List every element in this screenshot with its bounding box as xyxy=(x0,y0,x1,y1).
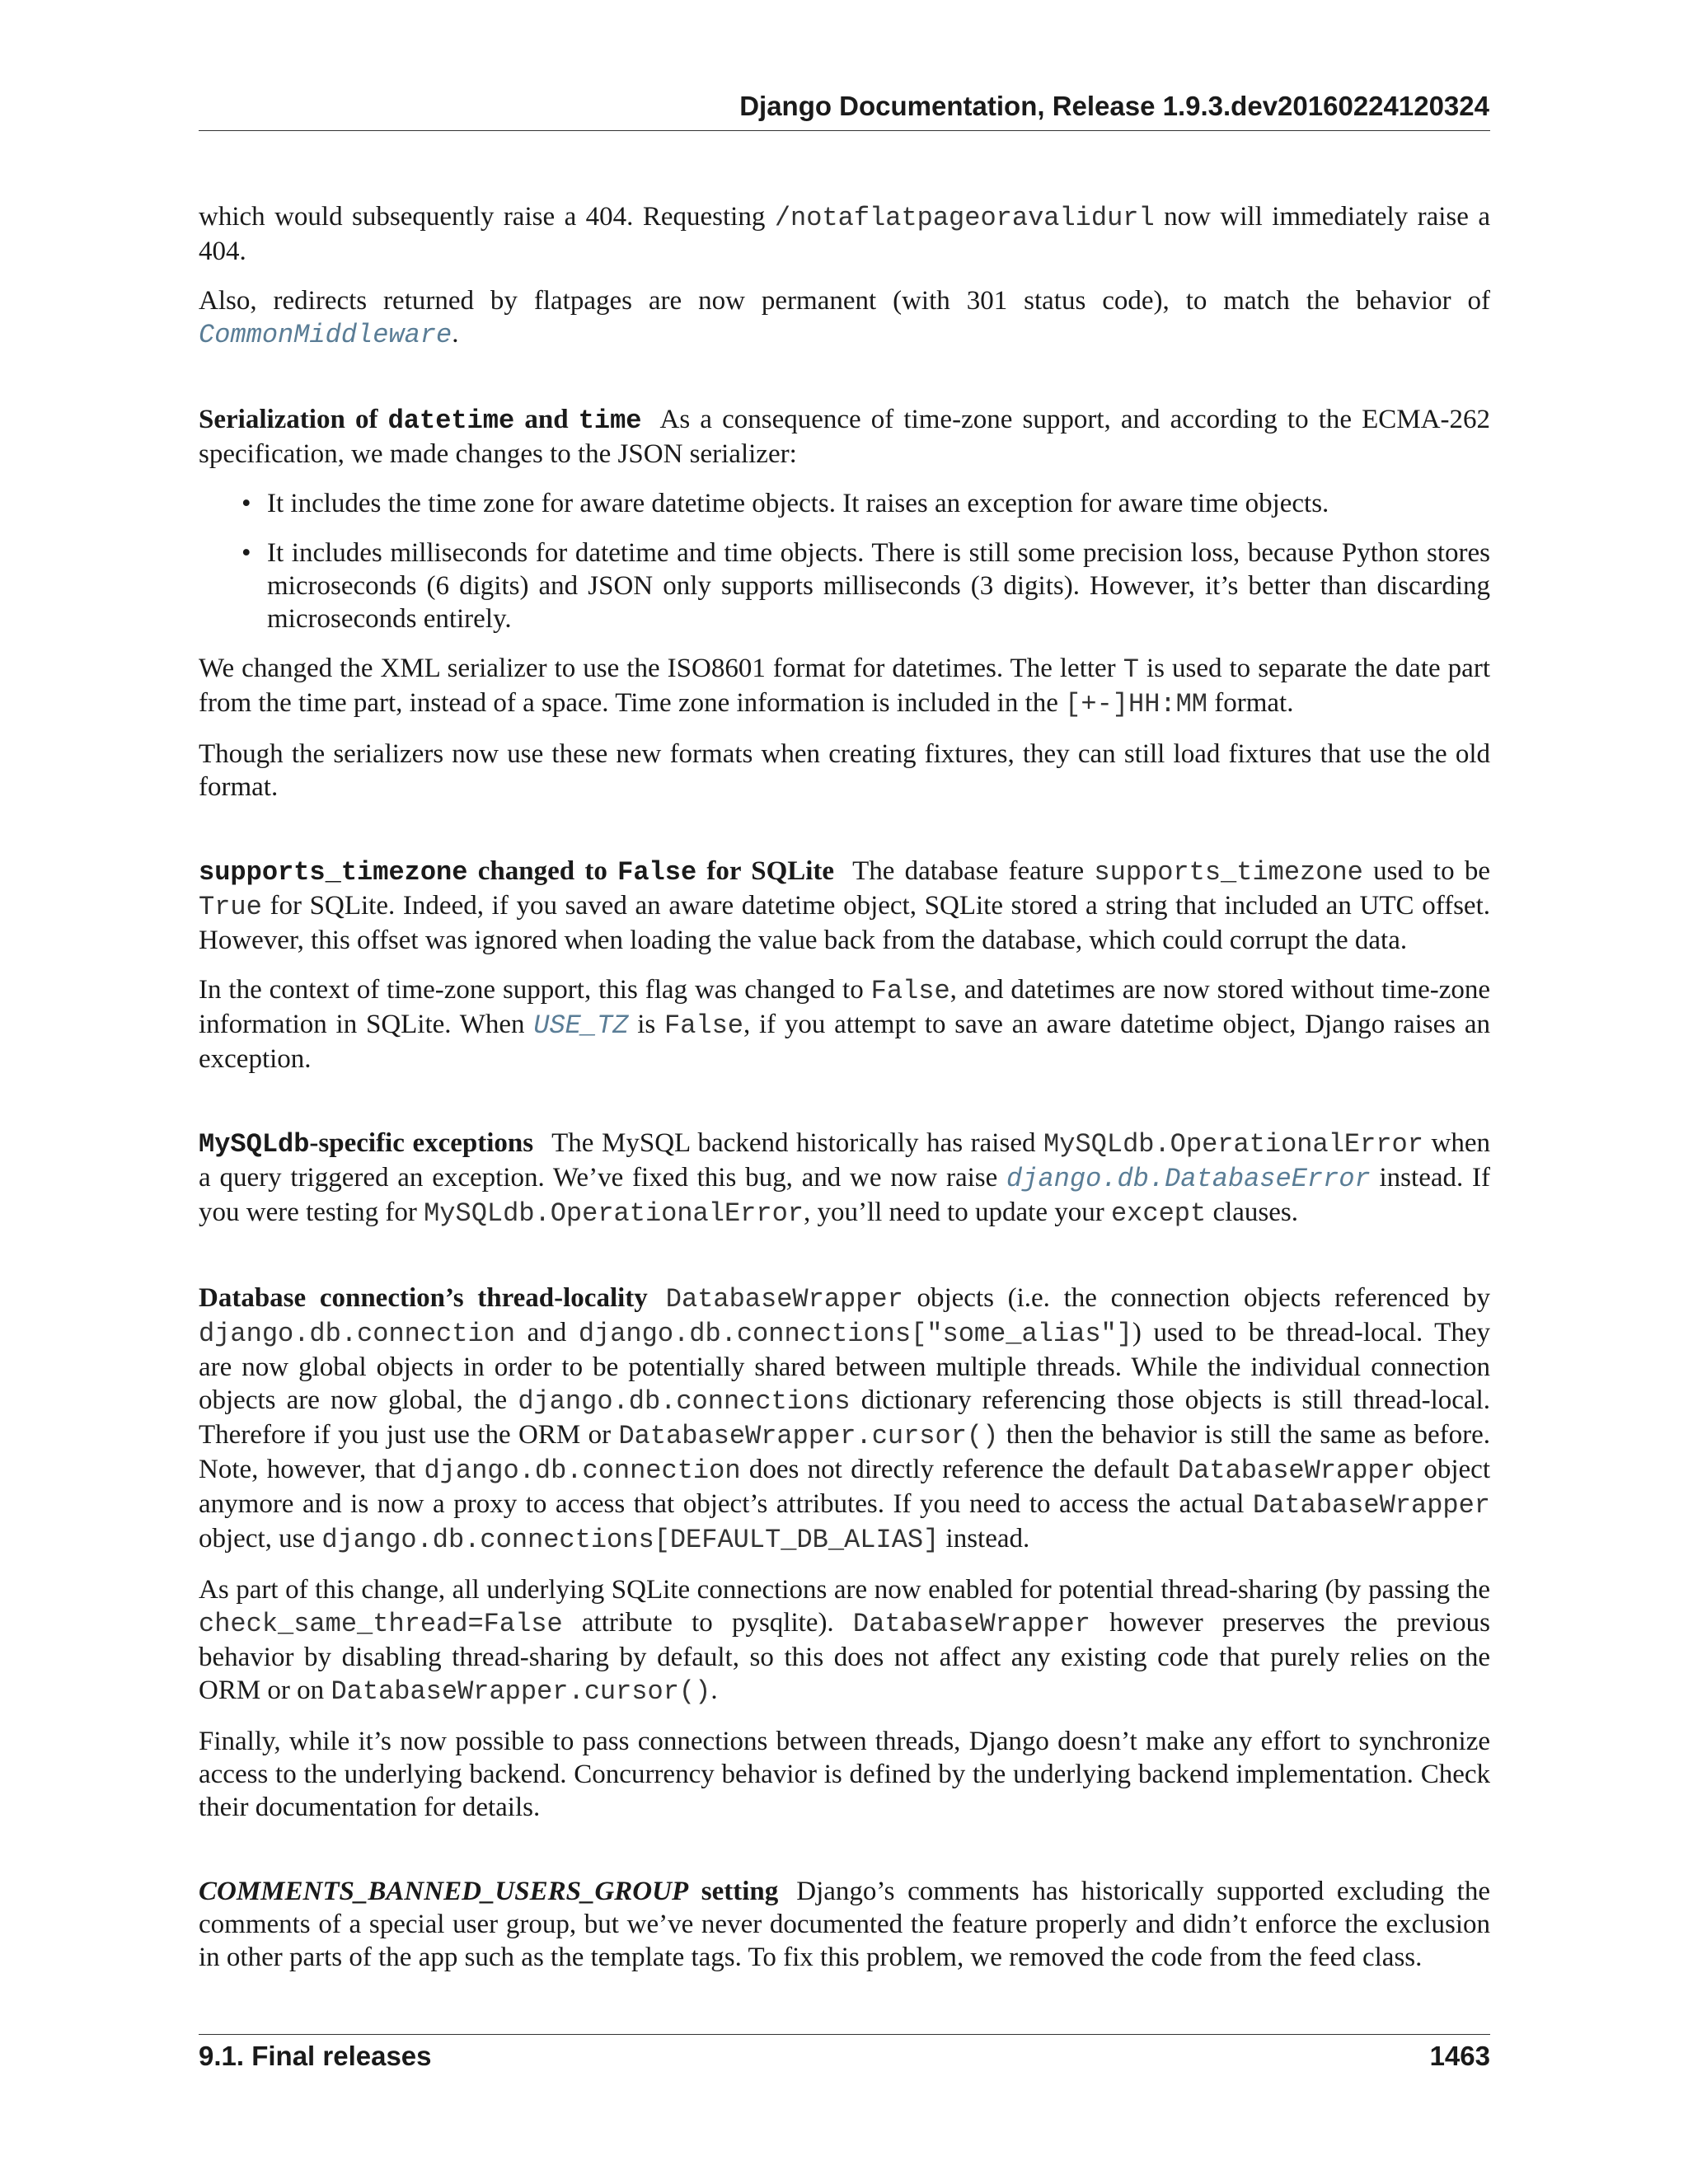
paragraph-fixtures: Though the serializers now use these new formats when creating fixtures, they can still load fixtures that use the old format. xyxy=(199,739,1490,802)
inline-code: True xyxy=(199,892,262,922)
running-footer xyxy=(199,2041,1490,2072)
inline-code: except xyxy=(1110,1198,1207,1229)
inline-code: check_same_thread=False xyxy=(199,1609,563,1639)
page-number: 1463 xyxy=(1429,2041,1490,2071)
paragraph-concurrency: Finally, while it’s now possible to pass connections between threads, Django doesn’t make any effort to synchronize access to the underlying backend. Concurrency behavior is defined by the underlying backend implementation. Check their documentation for details. xyxy=(199,1727,1490,1822)
inline-code: False xyxy=(663,1010,743,1041)
paragraph-flatpages-404: which would subsequently raise a 404. Requesting /notaflatpageoravalidurl now will immediately raise a 404. xyxy=(199,202,1491,266)
inline-code: DatabaseWrapper xyxy=(1252,1490,1490,1521)
link-database-error[interactable]: django.db.DatabaseError xyxy=(1006,1164,1371,1194)
inline-code: DatabaseWrapper xyxy=(1177,1455,1416,1486)
inline-code: django.db.connection xyxy=(424,1455,741,1486)
inline-code: DatabaseWrapper.cursor() xyxy=(618,1421,999,1451)
footer-section-title: 9.1. Final releases xyxy=(199,2041,432,2071)
bullet-list xyxy=(199,487,1490,635)
section-heading-mysqldb: MySQLdb-specific exceptions xyxy=(199,1128,534,1160)
inline-code: DatabaseWrapper xyxy=(665,1284,903,1315)
inline-code: django.db.connections xyxy=(518,1386,851,1417)
list-item: • It includes milliseconds for datetime and time objects. There is still some precision loss, because Python stores microseconds (6 digits) and JSON only supports milliseconds (3 digits). However, it’s better than discarding microseconds entirely. xyxy=(241,538,1490,634)
bullet-icon: • xyxy=(241,538,251,568)
inline-code: T xyxy=(1123,654,1139,685)
page-body xyxy=(199,200,1490,1990)
section-comments-banned: COMMENTS_BANNED_USERS_GROUP setting Django’s comments has historically supported excluding the comments of a special user group, but we’ve never documented the feature properly and didn’t enforce the exclusion in other parts of the app such as the template tags. To fix this problem, we removed the code from the feed class. xyxy=(199,1877,1490,1972)
section-heading-supports-timezone: supports_timezone changed to False for SQLite xyxy=(199,856,835,888)
section-serialization: Serialization of datetime and time As a consequence of time-zone support, and according to the ECMA-262 specification, we made changes to the JSON serializer: xyxy=(199,405,1490,469)
inline-code: django.db.connections["some_alias"] xyxy=(578,1319,1132,1349)
section-mysqldb-exceptions: MySQLdb-specific exceptions The MySQL backend historically has raised MySQLdb.OperationalError when a query triggered an exception. We’ve fixed this bug, and we now raise django.db.DatabaseError instead. If you were testing for MySQLdb.OperationalError, you’ll need to update your except clauses. xyxy=(199,1128,1491,1229)
section-heading-serialization: Serialization of datetime and time xyxy=(199,405,642,436)
inline-code: [+-]HH:MM xyxy=(1065,689,1207,719)
inline-code: django.db.connection xyxy=(199,1319,516,1349)
link-use-tz[interactable]: USE_TZ xyxy=(533,1010,629,1041)
paragraph-timezone-flag: In the context of time-zone support, this flag was changed to False, and datetimes are now stored without time-zone information in SQLite. When USE_TZ is False, if you attempt to save an aware datetime object, Django raises an exception. xyxy=(199,975,1491,1074)
section-supports-timezone: supports_timezone changed to False for SQLite The database feature supports_timezone used to be True for SQLite. Indeed, if you saved an aware datetime object, SQLite stored a string that included an UTC offset. However, this offset was ignored when loading the value back from the database, which could corrupt the data. xyxy=(199,856,1490,955)
section-thread-locality: Database connection’s thread-locality DatabaseWrapper objects (i.e. the connection objects referenced by django.db.connection and django.db.connections["some_alias"]) used to be thread-local. They are now global objects in order to be potentially shared between multiple threads. While the individual connection objects are now global, the django.db.connections dictionary referencing those objects is still thread-local. Therefore if you just use the ORM or DatabaseWrapper.cursor() then the behavior is still the same as before. Note, however, that django.db.connection does not directly reference the default DatabaseWrapper object anymore and is now a proxy to access that object’s attributes. If you need to access the actual DatabaseWrapper object, use django.db.connections[DEFAULT_DB_ALIAS] instead. xyxy=(199,1283,1491,1555)
link-commonmiddleware[interactable]: CommonMiddleware xyxy=(199,320,452,350)
header-divider xyxy=(199,130,1490,131)
running-header: Django Documentation, Release 1.9.3.dev20160224120324 xyxy=(739,91,1489,121)
list-item: • It includes the time zone for aware datetime objects. It raises an exception for aware time objects. xyxy=(241,489,1329,518)
section-heading-comments-banned: COMMENTS_BANNED_USERS_GROUP setting xyxy=(199,1877,779,1906)
section-heading-thread-locality: Database connection’s thread-locality xyxy=(199,1283,648,1313)
paragraph-flatpages-redirects: Also, redirects returned by flatpages are now permanent (with 301 status code), to match the behavior of CommonMiddleware. xyxy=(199,286,1490,350)
inline-code: MySQLdb.OperationalError xyxy=(1043,1129,1423,1160)
inline-code: False xyxy=(870,976,950,1006)
paragraph-xml-serializer: We changed the XML serializer to use the ISO8601 format for datetimes. The letter T is used to separate the date part from the time part, instead of a space. Time zone information is included in the [+-]HH:MM format. xyxy=(199,654,1490,719)
paragraph-sqlite-thread-sharing: As part of this change, all underlying SQLite connections are now enabled for potential thread-sharing (by passing the check_same_thread=False attribute to pysqlite). DatabaseWrapper however preserves the previous behavior by disabling thread-sharing by default, so this does not affect any existing code that purely relies on the ORM or on DatabaseWrapper.cursor(). xyxy=(199,1575,1491,1707)
inline-code: django.db.connections[DEFAULT_DB_ALIAS] xyxy=(321,1525,940,1555)
footer-divider xyxy=(199,2034,1490,2035)
inline-code: /notaflatpageoravalidurl xyxy=(774,203,1155,233)
bullet-icon: • xyxy=(241,489,251,518)
inline-code: MySQLdb.OperationalError xyxy=(424,1198,804,1229)
inline-code: DatabaseWrapper.cursor() xyxy=(331,1676,711,1707)
inline-code: supports_timezone xyxy=(1094,857,1363,888)
inline-code: DatabaseWrapper xyxy=(852,1609,1090,1639)
